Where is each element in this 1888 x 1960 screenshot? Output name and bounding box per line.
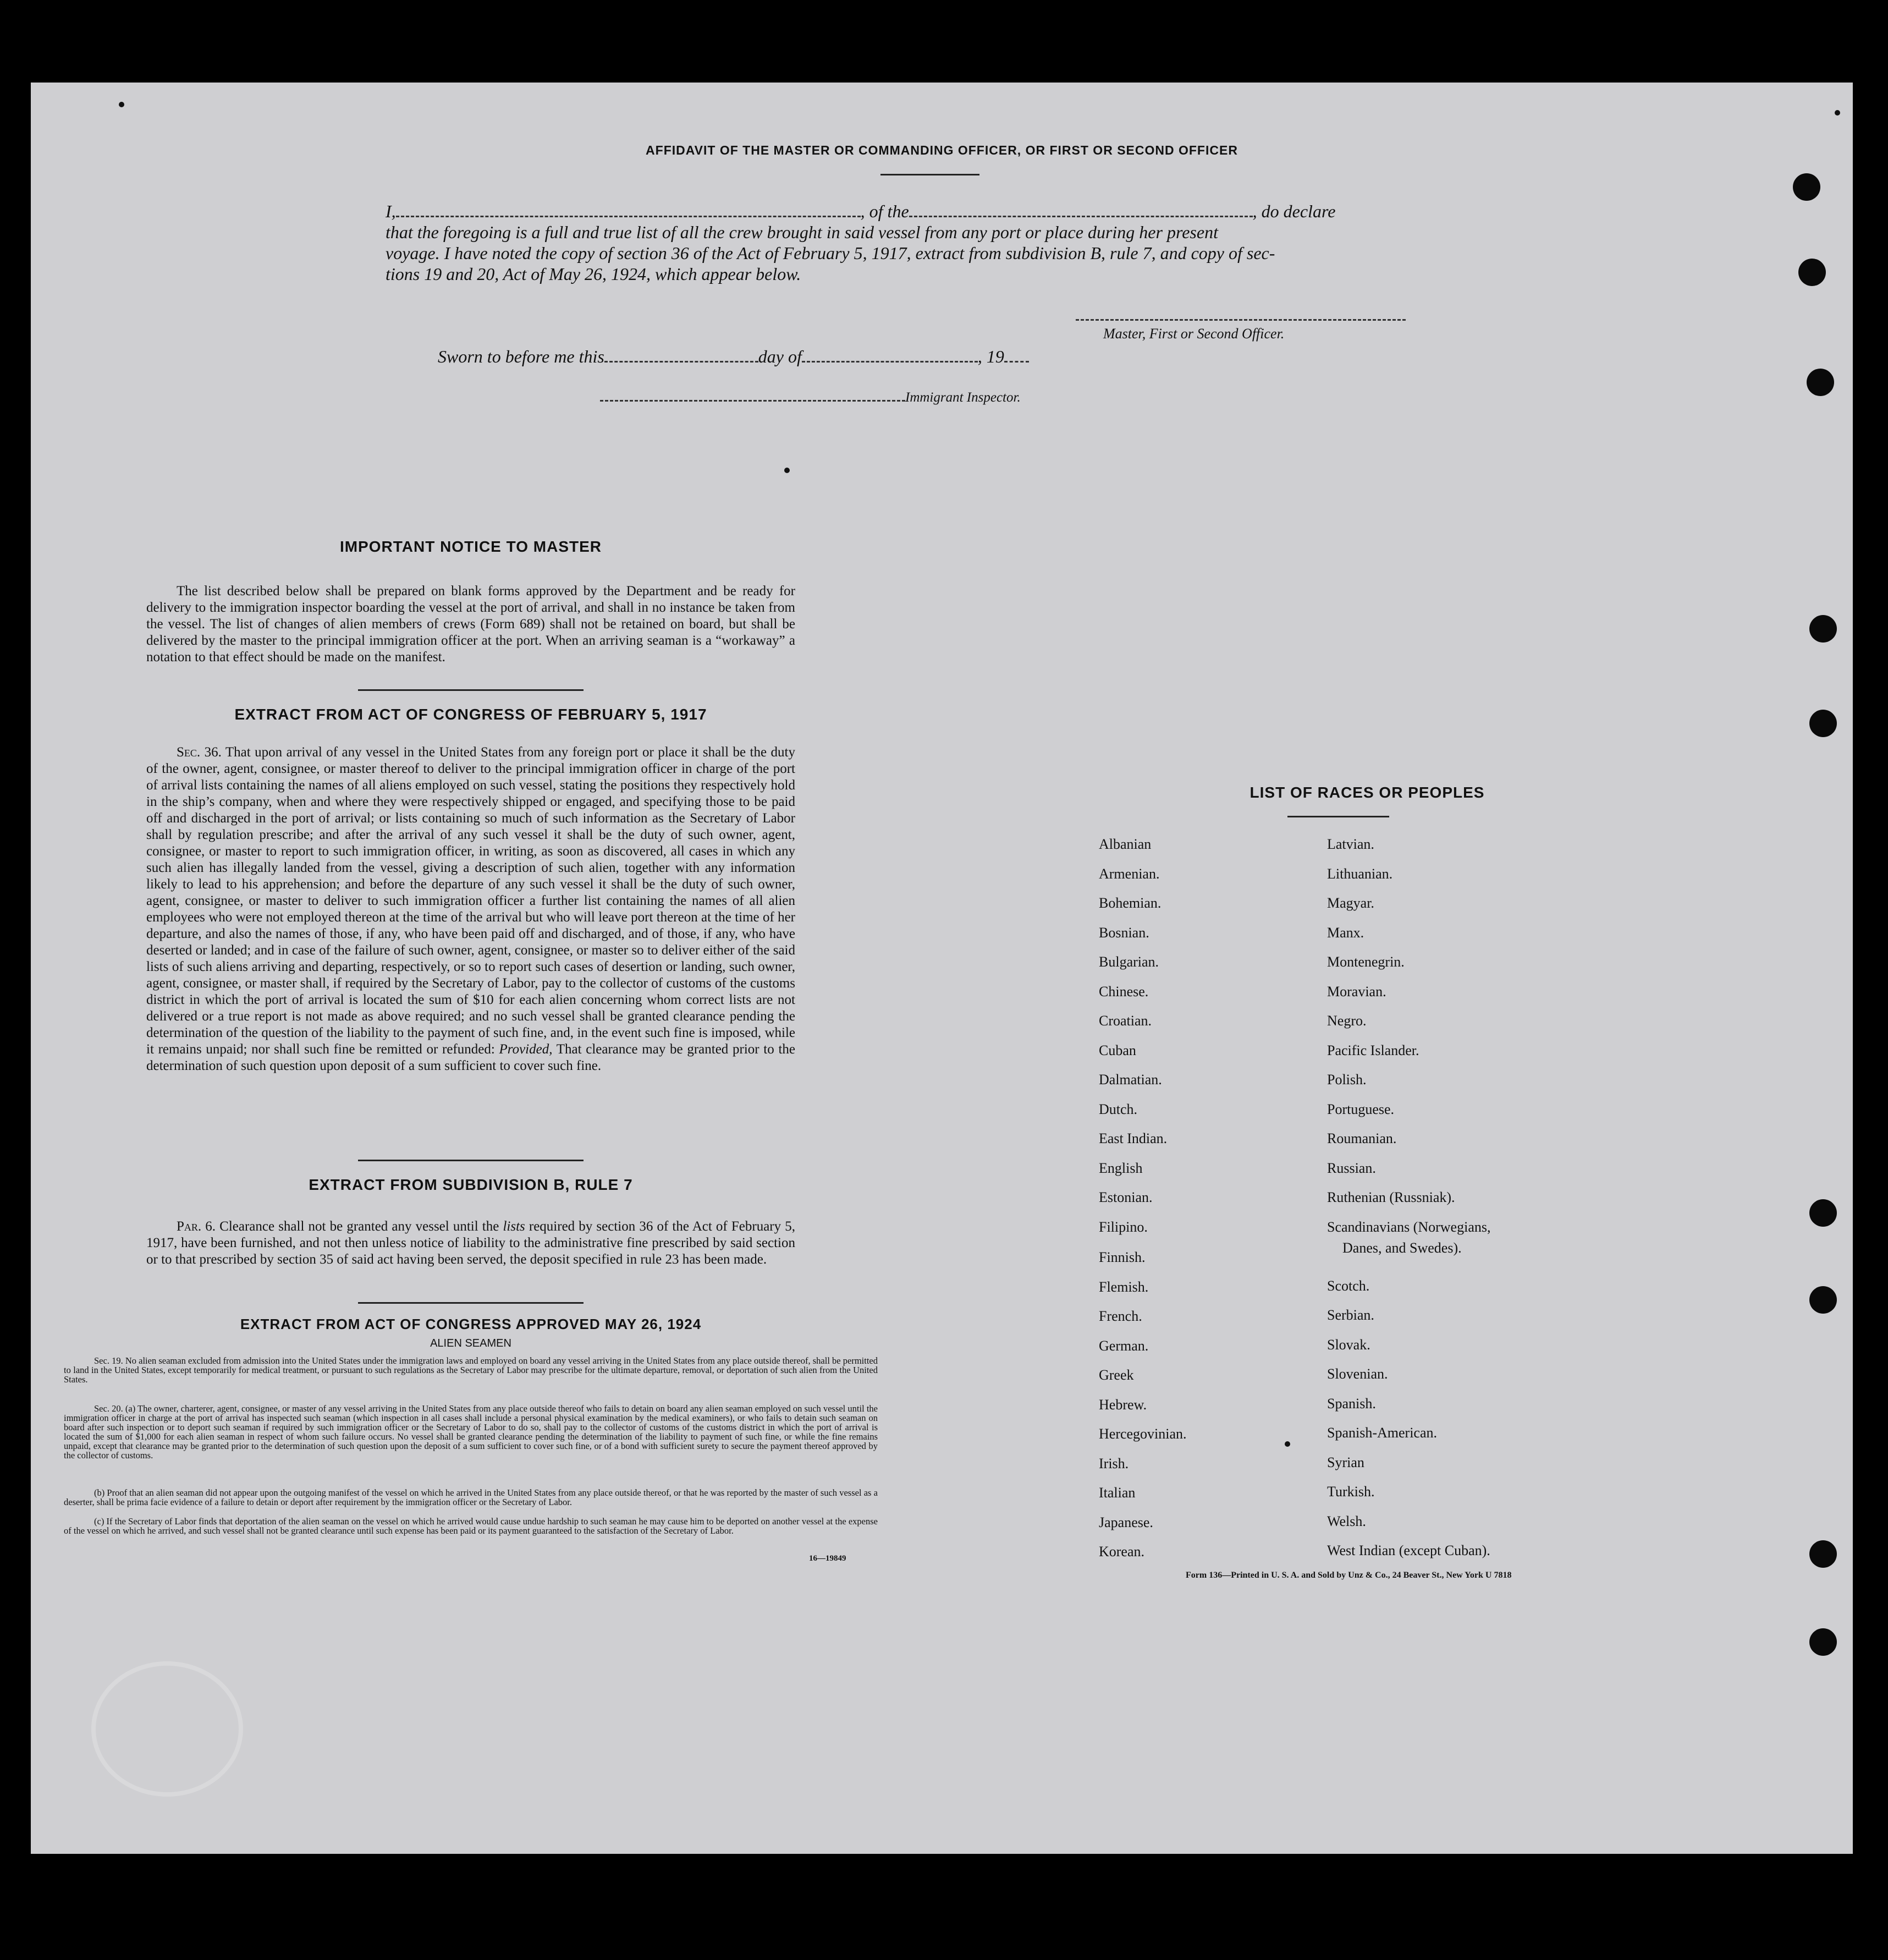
- race-item: Syrian: [1327, 1454, 1364, 1470]
- race-item: Estonian.: [1099, 1189, 1153, 1205]
- year-blank: [1004, 349, 1029, 363]
- race-item: Bosnian.: [1099, 924, 1149, 941]
- divider: [1287, 816, 1389, 817]
- affidavit-line-4: tions 19 and 20, Act of May 26, 1924, which appear below.: [386, 264, 801, 284]
- race-item: Armenian.: [1099, 865, 1160, 882]
- provided-word: Provided,: [499, 1042, 553, 1057]
- race-item: Lithuanian.: [1327, 865, 1393, 882]
- race-item: Negro.: [1327, 1013, 1367, 1029]
- notice-title: IMPORTANT NOTICE TO MASTER: [339, 538, 602, 555]
- notice-text: The list described below shall be prepared on blank forms approved by the Department and be ready for delivery to the immigration inspector boarding the vessel at the port of arrival, and shall in no instance be taken from the vessel. The list of changes of alien members of crews (Form 689) shall not be retained on board, but shall be delivered by the master to the principal immigration officer at the port. When an arriving seaman is a “workaway” a notation to that effect should be made on the manifest.: [146, 584, 795, 665]
- race-item: Roumanian.: [1327, 1130, 1397, 1146]
- rule-7-body-b: required by section 36 of the Act of February 5, 1917, have been furnished, and not then unless notice of liability to the administrative fine prescribed by said section or to that prescribed by section 35 of said act having been served, the deposit specified in rule 23 has been made.: [146, 1219, 795, 1267]
- race-item: Spanish.: [1327, 1395, 1376, 1412]
- speck: [119, 102, 124, 107]
- race-item: Latvian.: [1327, 836, 1374, 852]
- race-item: Moravian.: [1327, 983, 1386, 1000]
- signature-label: Master, First or Second Officer.: [1103, 326, 1285, 342]
- race-item: Slovak.: [1327, 1336, 1370, 1353]
- affidavit-title: AFFIDAVIT OF THE MASTER OR COMMANDING OFFICER, OR FIRST OR SECOND OFFICER: [646, 143, 1238, 157]
- binder-hole: [1807, 369, 1834, 396]
- race-item: Welsh.: [1327, 1513, 1366, 1529]
- sworn-year: , 19: [977, 347, 1004, 366]
- document-page: [31, 83, 1853, 1854]
- race-item: Russian.: [1327, 1160, 1376, 1176]
- binder-hole: [1809, 1286, 1837, 1314]
- race-item: Croatian.: [1099, 1013, 1152, 1029]
- race-item: Scandinavians (Norwegians,: [1327, 1218, 1491, 1235]
- race-item: Filipino.: [1099, 1218, 1148, 1235]
- race-item: Flemish.: [1099, 1278, 1149, 1295]
- race-item: French.: [1099, 1308, 1142, 1324]
- divider: [358, 689, 584, 691]
- binder-hole: [1809, 1199, 1837, 1227]
- month-blank: [802, 349, 978, 363]
- affidavit-line-2: that the foregoing is a full and true list of all the crew brought in said vessel from any port or place during her present: [386, 222, 1218, 242]
- race-item: Korean.: [1099, 1544, 1145, 1560]
- affidavit-do-declare: , do declare: [1252, 201, 1336, 221]
- divider: [358, 1160, 584, 1161]
- sec-36-body: That upon arrival of any vessel in the United States from any foreign port or place it shall be the duty of the owner, agent, consignee, or master thereof to deliver to the principal immigration officer in charge of the port of arrival lists containing the names of all aliens employed on such vessel, stating the positions they respectively hold in the ship’s company, when and where they were respectively shipped or engaged, and specifying those to be paid off and discharged in the port of arrival; or lists containing so much of such information as the Secretary of Labor shall by regulation prescribe; and after the arrival of any such vessel it shall be the duty of such owner, agent, consignee, or master to report to such immigration officer, in writing, as soon as discovered, all cases in which any such alien has illegally landed from the vessel, giving a description of such alien, together with any information likely to lead to his apprehension; and before the departure of any such vessel it shall be the duty of such owner, agent, consignee, or master to deliver to such immigration officer a further list containing the names of all alien employees who were not employed thereon at the time of the arrival but who will leave port thereon at the time of her departure, and also the names of those, if any, who have been paid off and discharged, and of those, if any, who have deserted or landed; and in case of the failure of such owner, agent, consignee, or master so to deliver either of the said lists of such aliens arriving and departing, respectively, or so to report such cases of desertion or landing, such owner, agent, consignee, or master shall, if required by the Secretary of Labor, pay to the collector of customs of the customs district in which the port of arrival is located the sum of $10 for each alien concerning whom correct lists are not delivered or a true report is not made as above required; and no such vessel shall be granted clearance pending the determination of the question of the liability to the payment of such fine, and, in the event such fine is imposed, while it remains unpaid; nor shall such fine be remitted or refunded:: [146, 745, 795, 1057]
- vessel-blank: [909, 204, 1253, 217]
- race-item: Bohemian.: [1099, 895, 1162, 911]
- race-item: Slovenian.: [1327, 1366, 1388, 1382]
- divider: [358, 1302, 584, 1304]
- signature-line: [1076, 319, 1406, 321]
- binder-hole: [1809, 615, 1837, 643]
- race-item: Magyar.: [1327, 895, 1374, 911]
- race-item: Finnish.: [1099, 1249, 1146, 1265]
- extract-1924-title: EXTRACT FROM ACT OF CONGRESS APPROVED MAY 26, 1924: [240, 1316, 702, 1332]
- rule-7-text: [146, 1218, 795, 1268]
- speck: [1835, 110, 1840, 116]
- race-item: Danes, and Swedes).: [1342, 1239, 1462, 1256]
- day-blank: [604, 349, 758, 363]
- embossed-seal: [91, 1661, 243, 1797]
- sec-20b-text: (b) Proof that an alien seaman did not appear upon the outgoing manifest of the vessel on which he arrived in the United States from any place outside thereof, or that he was reported by the master of such vessel as a deserter, shall be prima facie evidence of a failure to detain or deport after requirement by the immigration officer or the Secretary of Labor.: [64, 1487, 878, 1507]
- race-item: Hebrew.: [1099, 1396, 1147, 1413]
- race-item: Portuguese.: [1327, 1101, 1395, 1117]
- affidavit-line-3: voyage. I have noted the copy of section 36 of the Act of February 5, 1917, extract from subdivision B, rule 7, and copy of sec-: [386, 243, 1275, 263]
- race-item: Italian: [1099, 1485, 1136, 1501]
- race-item: Chinese.: [1099, 983, 1149, 1000]
- sec-19-text: Sec. 19. No alien seaman excluded from admission into the United States under the immigration laws and employed on board any vessel arriving in the United States from any place outside thereof, shall be permitted to land in the United States, except temporarily for medical treatment, or pursuant to such regulations as the Secretary of Labor may prescribe for the ultimate departure, removal, or deportation of such alien from the United States.: [64, 1355, 878, 1385]
- name-blank: [396, 204, 861, 217]
- race-item: Dutch.: [1099, 1101, 1138, 1117]
- binder-hole: [1793, 173, 1820, 201]
- rule-7-title: EXTRACT FROM SUBDIVISION B, RULE 7: [309, 1176, 633, 1193]
- form-code: 16—19849: [809, 1554, 846, 1563]
- race-item: Polish.: [1327, 1072, 1367, 1088]
- sworn-line: [438, 347, 1029, 367]
- race-item: German.: [1099, 1337, 1149, 1354]
- race-item: Scotch.: [1327, 1277, 1370, 1294]
- affidavit-text: [386, 201, 1441, 284]
- race-item: Spanish-American.: [1327, 1425, 1438, 1441]
- race-item: Manx.: [1327, 924, 1364, 941]
- race-item: Hercegovinian.: [1099, 1426, 1187, 1442]
- races-title: LIST OF RACES OR PEOPLES: [1250, 784, 1485, 801]
- alien-seamen-subtitle: ALIEN SEAMEN: [430, 1337, 511, 1349]
- binder-hole: [1809, 710, 1837, 737]
- race-item: Japanese.: [1099, 1514, 1153, 1530]
- race-item: Ruthenian (Russniak).: [1327, 1189, 1455, 1205]
- divider: [880, 174, 979, 175]
- speck: [1285, 1441, 1290, 1447]
- binder-hole: [1809, 1540, 1837, 1568]
- race-item: West Indian (except Cuban).: [1327, 1542, 1490, 1558]
- binder-hole: [1809, 1628, 1837, 1656]
- race-item: Bulgarian.: [1099, 954, 1159, 970]
- affidavit-i-label: I,: [386, 201, 396, 221]
- race-item: Cuban: [1099, 1042, 1136, 1058]
- race-item: Pacific Islander.: [1327, 1042, 1419, 1058]
- extract-1917-text: [146, 744, 795, 1074]
- race-item: Dalmatian.: [1099, 1072, 1162, 1088]
- affidavit-of-the: , of the: [860, 201, 909, 221]
- race-item: English: [1099, 1160, 1143, 1176]
- form-footer: Form 136—Printed in U. S. A. and Sold by Unz & Co., 24 Beaver St., New York U 7818: [1186, 1571, 1512, 1580]
- sec-36-end: That clearance may be granted prior to the determination of such question upon deposit of a sum sufficient to cover such fine.: [146, 1042, 795, 1073]
- race-item: Albanian: [1099, 836, 1152, 852]
- inspector-line: [600, 388, 1021, 405]
- lists-word: lists: [503, 1219, 525, 1234]
- extract-1917-title: EXTRACT FROM ACT OF CONGRESS OF FEBRUARY 5, 1917: [234, 706, 707, 723]
- sec-36-label: Sec. 36.: [177, 745, 222, 760]
- binder-hole: [1798, 259, 1826, 286]
- sworn-prefix: Sworn to before me this: [438, 347, 604, 366]
- sworn-day-of: day of: [758, 347, 802, 366]
- sec-20a-text: Sec. 20. (a) The owner, charterer, agent, consignee, or master of any vessel arriving in the United States from any place outside thereof who fails to detain on board any alien seaman employed on such vessel until the immigration officer in charge at the port of arrival has inspected such seaman (which inspection in all cases shall include a personal physical examination by the medical examiners), or who fails to detain such seaman on board after such inspection or to deport such seaman if required by such immigration officer or the Secretary of Labor to do so, shall pay to the collector of customs of the customs district in which the port of arrival is located the sum of $1,000 for each alien seaman in respect of whom such failure occurs. No vessel shall be granted clearance pending the determination of the liability to payment of such fine, or while the fine remains unpaid, except that clearance may be granted prior to the determination of such question upon the deposit of a sum sufficient to cover such fine, or of a bond with sufficient surety to secure the payment thereof approved by the collector of customs.: [64, 1403, 878, 1461]
- race-item: Greek: [1099, 1367, 1134, 1383]
- race-item: Irish.: [1099, 1455, 1129, 1472]
- race-item: Montenegrin.: [1327, 954, 1405, 970]
- inspector-label: Immigrant Inspector.: [905, 390, 1021, 405]
- rule-7-body-a: Clearance shall not be granted any vessel until the: [219, 1219, 499, 1234]
- sec-20c-text: (c) If the Secretary of Labor finds that deportation of the alien seaman on the vessel on which he arrived would cause undue hardship to such seaman he may cause him to be deported on another vessel at the expense of the vessel on which he arrived, and such vessel shall not be granted clearance until such expense has been paid or its payment guaranteed to the satisfaction of the Secretary of Labor.: [64, 1516, 878, 1536]
- race-item: East Indian.: [1099, 1130, 1168, 1146]
- speck: [784, 468, 790, 473]
- inspector-blank: [600, 388, 905, 402]
- race-item: Serbian.: [1327, 1307, 1374, 1323]
- race-item: Turkish.: [1327, 1484, 1375, 1500]
- par-6-label: Par. 6.: [177, 1219, 216, 1234]
